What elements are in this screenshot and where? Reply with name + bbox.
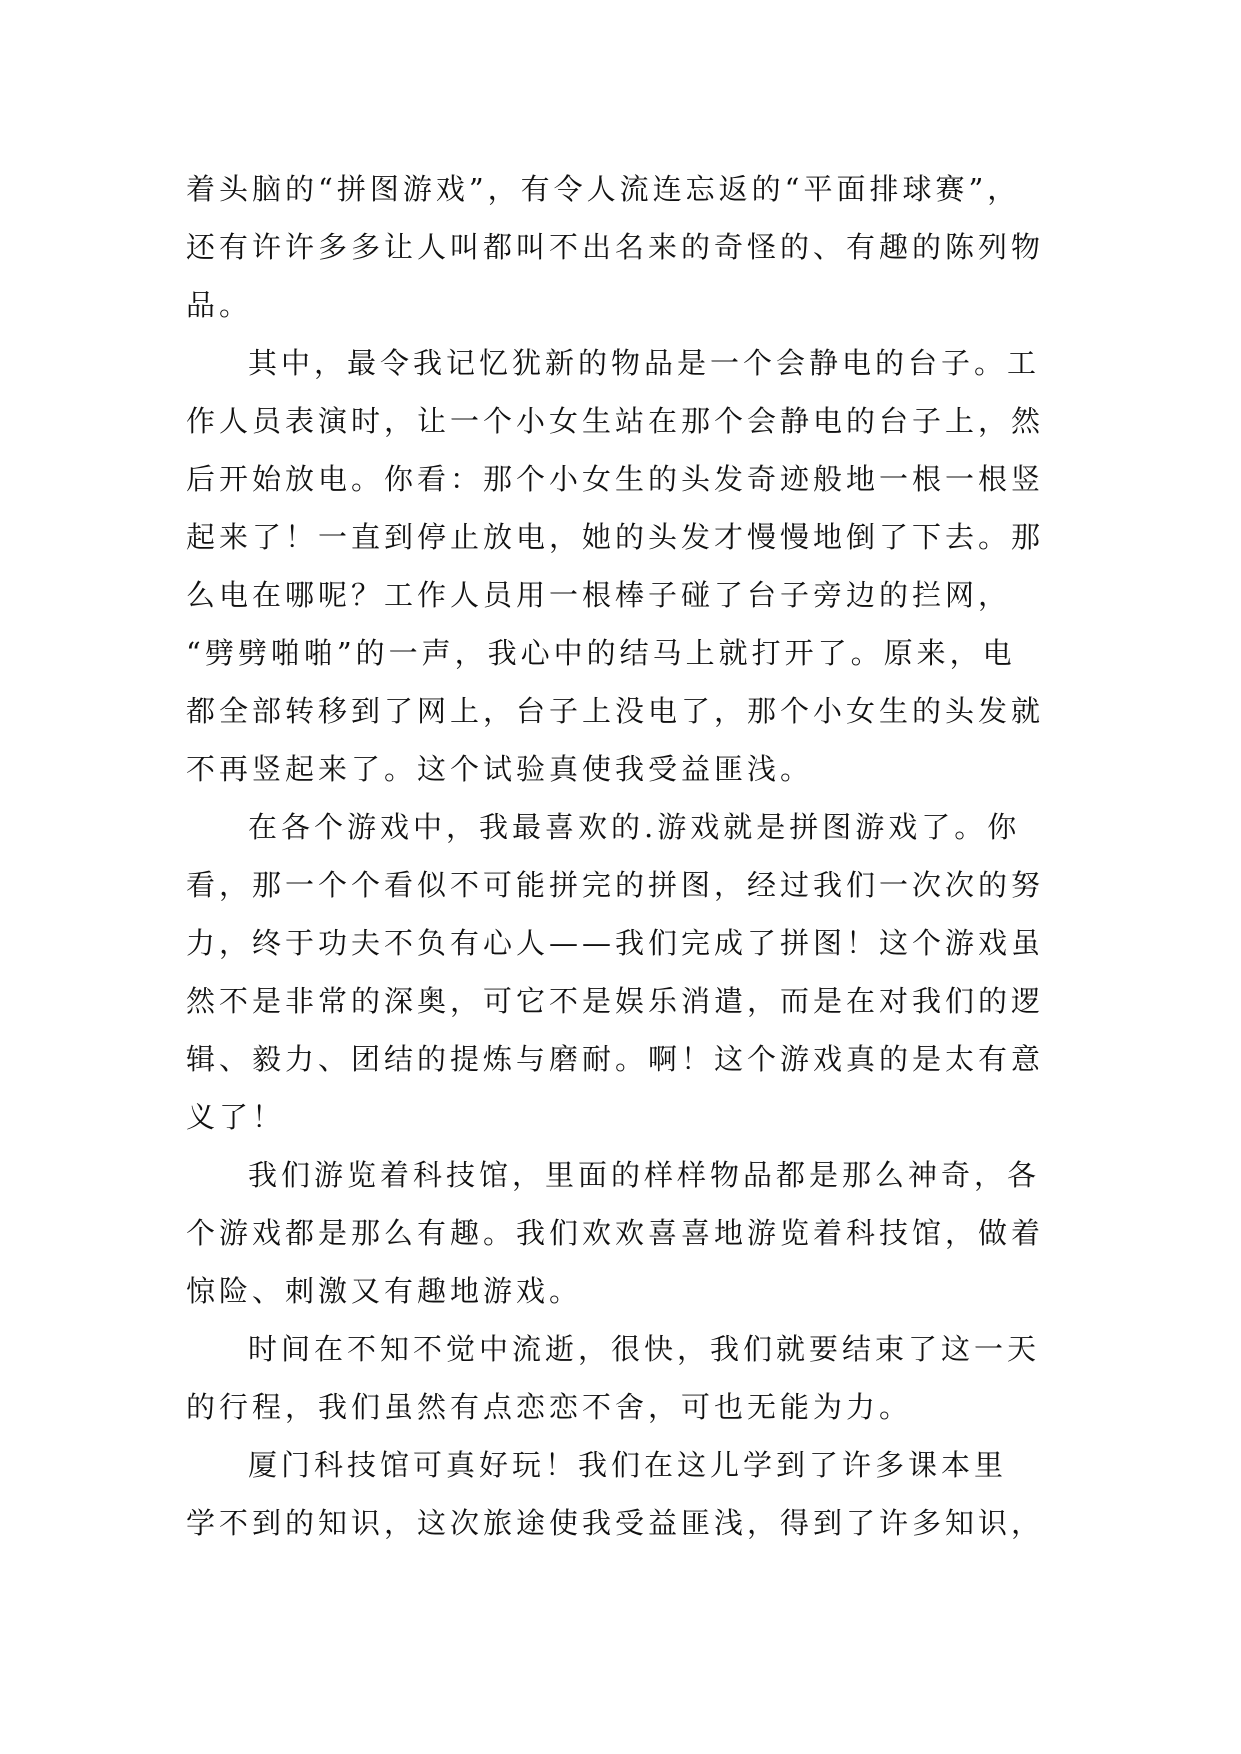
paragraph-start-line: 其中，最令我记忆犹新的物品是一个会静电的台子。工 [248, 346, 1041, 380]
text-line: 起来了！一直到停止放电，她的头发才慢慢地倒了下去。那 [186, 520, 1045, 554]
text-line: 看，那一个个看似不可能拼完的拼图，经过我们一次次的努 [186, 868, 1045, 902]
text-line: 义了！ [186, 1100, 286, 1134]
paragraph-start-line: 我们游览着科技馆，里面的样样物品都是那么神奇，各 [248, 1158, 1041, 1192]
text-line: 个游戏都是那么有趣。我们欢欢喜喜地游览着科技馆，做着 [186, 1216, 1045, 1250]
text-line: 么电在哪呢？工作人员用一根棒子碰了台子旁边的拦网， [186, 578, 1012, 612]
text-line: 品。 [186, 288, 253, 322]
text-line: 不再竖起来了。这个试验真使我受益匪浅。 [186, 752, 814, 786]
text-line: 的行程，我们虽然有点恋恋不舍，可也无能为力。 [186, 1390, 913, 1424]
text-line: “劈劈啪啪”的一声，我心中的结马上就打开了。原来，电 [186, 636, 1016, 670]
essay-text [186, 160, 1056, 1552]
text-line: 惊险、刺激又有趣地游戏。 [186, 1274, 583, 1308]
paragraph-start-line: 厦门科技馆可真好玩！我们在这儿学到了许多课本里 [248, 1448, 1008, 1482]
text-line: 后开始放电。你看：那个小女生的头发奇迹般地一根一根竖 [186, 462, 1045, 496]
text-line: 学不到的知识，这次旅途使我受益匪浅，得到了许多知识， [186, 1506, 1045, 1540]
paragraph-start-line: 时间在不知不觉中流逝，很快，我们就要结束了这一天 [248, 1332, 1041, 1366]
text-line: 力，终于功夫不负有心人——我们完成了拼图！这个游戏虽 [186, 926, 1045, 960]
text-line: 辑、毅力、团结的提炼与磨耐。啊！这个游戏真的是太有意 [186, 1042, 1045, 1076]
text-line: 然不是非常的深奥，可它不是娱乐消遣，而是在对我们的逻 [186, 984, 1045, 1018]
text-line: 都全部转移到了网上，台子上没电了，那个小女生的头发就 [186, 694, 1045, 728]
text-line: 着头脑的“拼图游戏”，有令人流连忘返的“平面排球赛”， [186, 172, 1021, 206]
paragraph-start-line: 在各个游戏中，我最喜欢的.游戏就是拼图游戏了。你 [248, 810, 1021, 844]
text-line: 还有许许多多让人叫都叫不出名来的奇怪的、有趣的陈列物 [186, 230, 1045, 264]
text-line: 作人员表演时，让一个小女生站在那个会静电的台子上，然 [186, 404, 1045, 438]
